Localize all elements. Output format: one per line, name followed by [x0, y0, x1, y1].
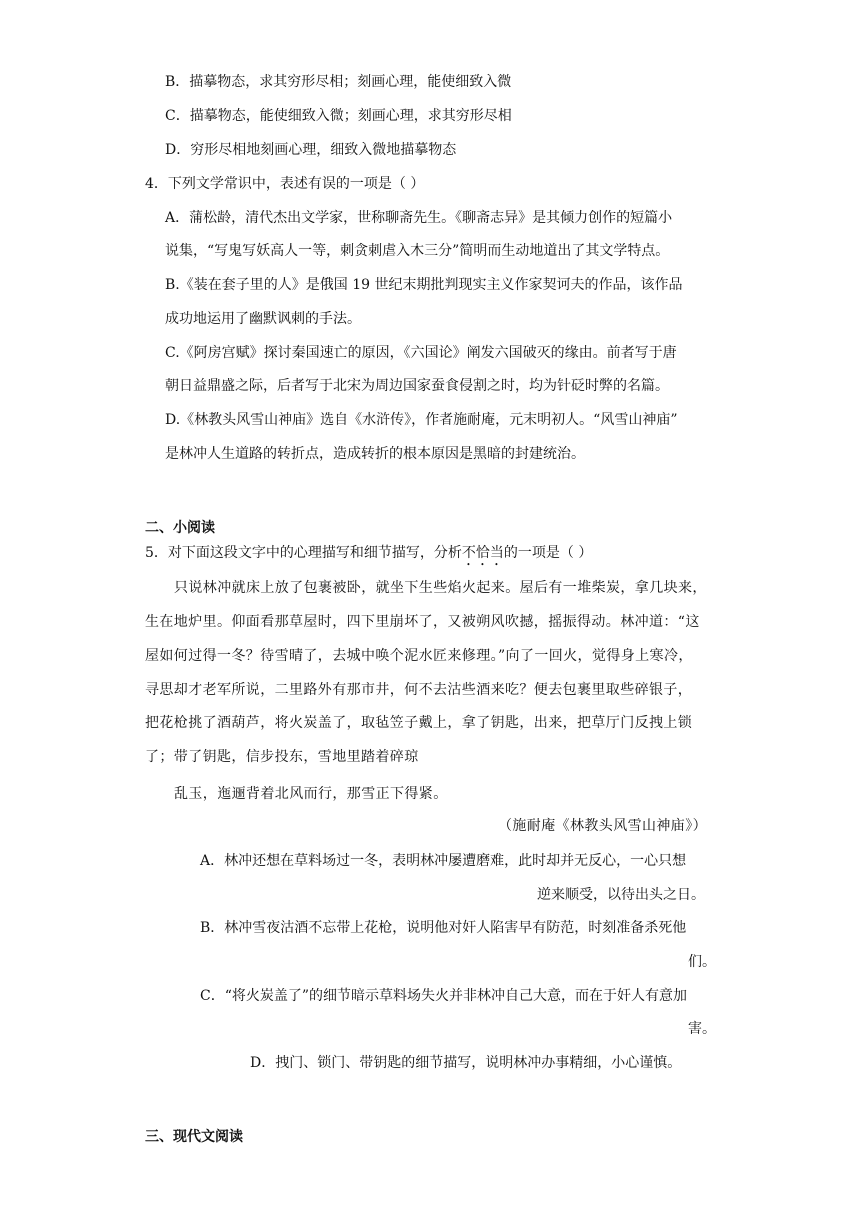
q4-option-b-line2: 成功地运用了幽默讽刺的手法。 — [165, 311, 361, 327]
q3-option-d: D．穷形尽相地刻画心理，细致入微地描摹物态 — [165, 142, 457, 158]
q3-option-c: C．描摹物态，能使细致入微；刻画心理，求其穷形尽相 — [165, 108, 512, 124]
q5-stem-emphasis: 不恰当 — [461, 545, 504, 561]
q5-passage-line6: 了；带了钥匙，信步投东，雪地里踏着碎琼 — [145, 749, 419, 765]
q5-option-a-line1: A．林冲还想在草料场过一冬，表明林冲屡遭磨难，此时却并无反心，一心只想 — [200, 853, 687, 869]
q5-passage-line3: 屋如何过得一冬？待雪晴了，去城中唤个泥水匠来修理。”向了一回火，觉得身上寒冷， — [145, 648, 693, 664]
section-2-title: 二、小阅读 — [145, 520, 215, 536]
q5-option-c-line1: C．“将火炭盖了”的细节暗示草料场失火并非林冲自己大意，而在于奸人有意加 — [200, 988, 688, 1004]
section-3-title: 三、现代文阅读 — [145, 1129, 243, 1145]
q5-stem: 5．对下面这段文字中的心理描写和细节描写，分析不恰当的一项是（ ） — [145, 545, 593, 561]
q4-option-b-line1: B.《装在套子里的人》是俄国 19 世纪末期批判现实主义作家契诃夫的作品，该作品 — [165, 277, 683, 293]
q5-option-b-line1: B．林冲雪夜沽酒不忘带上花枪，说明他对奸人陷害早有防范，时刻准备杀死他 — [200, 920, 687, 936]
q4-stem: 4．下列文学常识中，表述有误的一项是（ ） — [145, 176, 425, 192]
q4-option-a-line1: A．蒲松龄，清代杰出文学家，世称聊斋先生。《聊斋志异》是其倾力创作的短篇小 — [165, 210, 673, 226]
q3-option-b: B．描摹物态，求其穷形尽相；刻画心理，能使细致入微 — [165, 74, 512, 90]
q5-option-d: D．拽门、锁门、带钥匙的细节描写，说明林冲办事精细，小心谨慎。 — [250, 1055, 682, 1071]
q5-passage-line2: 生在地炉里。仰面看那草屋时，四下里崩坏了，又被朔风吹撼，摇振得动。林冲道：“这 — [145, 614, 700, 630]
q5-passage-line4: 寻思却才老军所说，二里路外有那市井，何不去沽些酒来吃？便去包裹里取些碎银子， — [145, 682, 693, 698]
q5-passage-line7: 乱玉，迤逦背着北风而行，那雪正下得紧。 — [174, 786, 448, 802]
q5-option-a-line2: 逆来顺受，以待出头之日。 — [537, 887, 705, 903]
q5-option-c-line2: 害。 — [688, 1021, 716, 1037]
q5-passage-line5: 把花枪挑了酒葫芦，将火炭盖了，取毡笠子戴上，拿了钥匙，出来，把草厅门反拽上锁 — [145, 715, 693, 731]
q4-option-d-line1: D.《林教头风雪山神庙》选自《水浒传》，作者施耐庵，元末明初人。“风雪山神庙” — [165, 412, 678, 428]
q4-option-a-line2: 说集，“写鬼写妖高人一等，刺贪刺虐入木三分”简明而生动地道出了其文学特点。 — [165, 243, 670, 259]
q5-source: （施耐庵《林教头风雪山神庙》） — [498, 818, 707, 834]
q4-option-d-line2: 是林冲人生道路的转折点，造成转折的根本原因是黑暗的封建统治。 — [165, 446, 585, 462]
q5-passage-line1: 只说林冲就床上放了包裹被卧，就坐下生些焰火起来。屋后有一堆柴炭，拿几块来， — [174, 580, 707, 596]
q4-option-c-line2: 朝日益鼎盛之际，后者写于北宋为周边国家蚕食侵割之时，均为针砭时弊的名篇。 — [165, 378, 669, 394]
q4-option-c-line1: C.《阿房宫赋》探讨秦国速亡的原因，《六国论》阐发六国破灭的缘由。前者写于唐 — [165, 345, 677, 361]
q5-option-b-line2: 们。 — [688, 954, 716, 970]
